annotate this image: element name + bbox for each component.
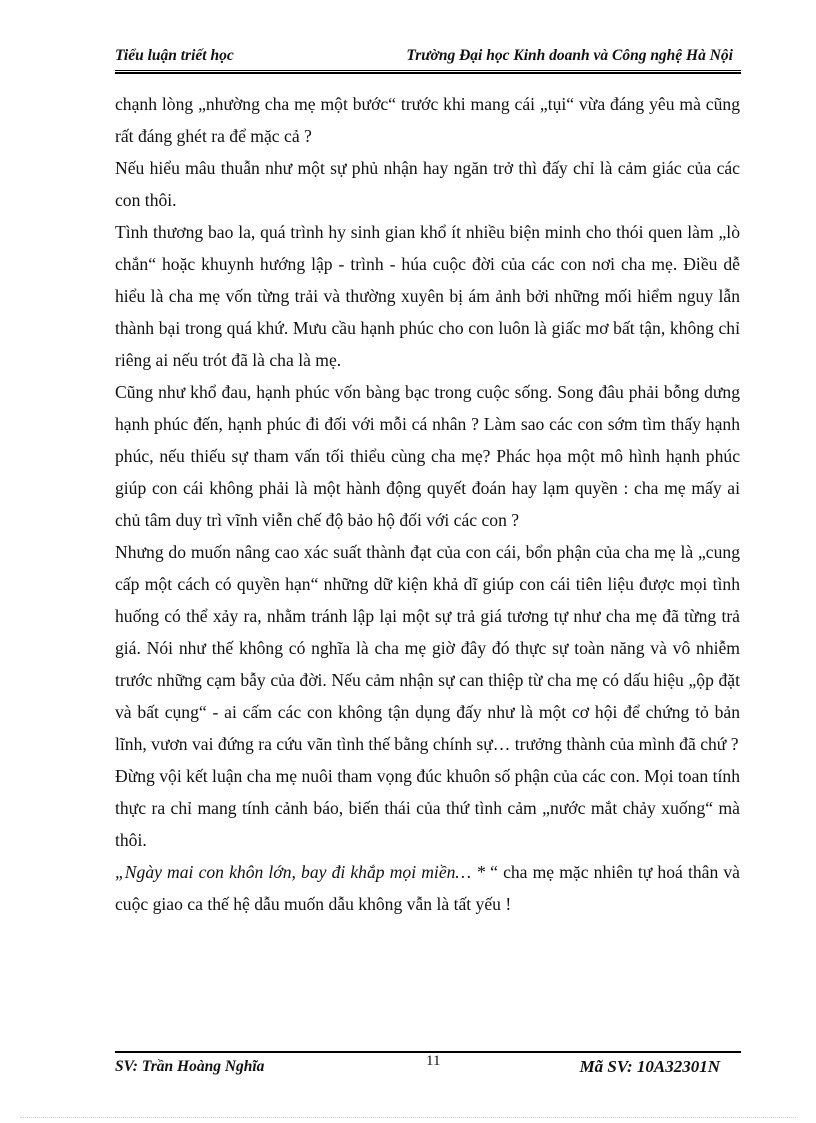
paragraph-1: chạnh lòng „nhường cha mẹ một bước“ trước khi mang cái „tụi“ vừa đáng yêu mà cũng rất đáng ghét ra để mặc cả ?: [115, 94, 740, 146]
footer-student-id: Mã SV: 10A32301N: [579, 1057, 720, 1076]
header-course-title: Tiểu luận triết học: [115, 47, 234, 64]
page-number: 11: [426, 1053, 441, 1069]
page-bottom-edge: [20, 1117, 796, 1118]
footer-student-name: SV: Trần Hoàng Nghĩa: [115, 1058, 265, 1075]
paragraph-7-text: “ cha mẹ mặc nhiên tự hoá thân và cuộc giao ca thế hệ dẫu muốn dẫu không vẫn là tất yếu !: [115, 862, 740, 914]
quoted-lyric: „Ngày mai con khôn lớn, bay đi khắp mọi miền… *: [115, 862, 485, 882]
paragraph-7: [115, 856, 740, 920]
paragraph-2: Nếu hiểu mâu thuẫn như một sự phủ nhận hay ngăn trở thì đấy chỉ là cảm giác của các con thôi.: [115, 158, 740, 210]
header-university-name: Trường Đại học Kinh doanh và Công nghệ Hà Nội: [406, 47, 733, 64]
page-header: [115, 44, 741, 71]
document-body: [115, 88, 740, 920]
paragraph-4: Cũng như khổ đau, hạnh phúc vốn bàng bạc trong cuộc sống. Song đâu phải bỗng dưng hạnh phúc đến, hạnh phúc đi đối với mỗi cá nhân ? Làm sao các con sớm tìm thấy hạnh phúc, nếu thiếu sự tham vấn tối thiểu cùng cha mẹ? Phác họa một mô hình hạnh phúc giúp con cái không phải là một hành động quyết đoán hay lạm quyền : cha mẹ mấy ai chủ tâm duy trì vĩnh viễn chế độ bảo hộ đối với các con ?: [115, 382, 740, 530]
paragraph-6: Đừng vội kết luận cha mẹ nuôi tham vọng đúc khuôn số phận của các con. Mọi toan tính thực ra chỉ mang tính cảnh báo, biến thái của thứ tình cảm „nước mắt chảy xuống“ mà thôi.: [115, 766, 740, 850]
paragraph-3: Tình thương bao la, quá trình hy sinh gian khổ ít nhiều biện minh cho thói quen làm „lò chắn“ hoặc khuynh hướng lập - trình - húa cuộc đời của các con nơi cha mẹ. Điều dễ hiểu là cha mẹ vốn từng trải và thường xuyên bị ám ảnh bởi những mối hiểm nguy lẫn thành bại trong quá khứ. Mưu cầu hạnh phúc cho con luôn là giấc mơ bất tận, không chỉ riêng ai nếu trót đã là cha là mẹ.: [115, 222, 740, 370]
paragraph-5: Nhưng do muốn nâng cao xác suất thành đạt của con cái, bổn phận của cha mẹ là „cung cấp một cách có quyền hạn“ những dữ kiện khả dĩ giúp con cái tiên liệu được mọi tình huống có thể xảy ra, nhằm tránh lập lại một sự trả giá tương tự như cha mẹ đã từng trả giá. Nói như thế không có nghĩa là cha mẹ giờ đây đó thực sự toàn năng và vô nhiễm trước những cạm bẫy của đời. Nếu cảm nhận sự can thiệp từ cha mẹ có dấu hiệu „ộp đặt và bất cụng“ - ai cấm các con không tận dụng đấy như là một cơ hội để chứng tỏ bản lĩnh, vươn vai đứng ra cứu vãn tình thế bằng chính sự… trưởng thành của mình đã chứ ?: [115, 542, 740, 754]
